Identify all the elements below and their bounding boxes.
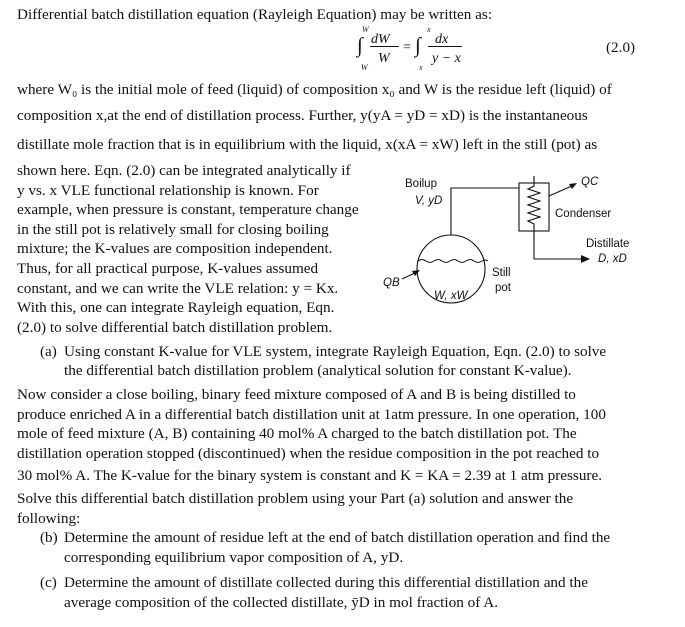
qc-label: QC: [581, 176, 599, 188]
para-2-line: With this, one can integrate Rayleigh equation, Eqn.: [17, 299, 335, 317]
para-2-line: shown here. Eqn. (2.0) can be integrated analytically if: [17, 162, 351, 179]
part-a-label: (a): [40, 343, 57, 360]
distillate-arrow: [581, 255, 590, 263]
rhs-upper-limit: x: [427, 25, 431, 34]
part-a-line-2: the differential batch distillation problem (analytical solution for constant K-value).: [64, 362, 572, 379]
para-1-line-3: distillate mole fraction that is in equilibrium with the liquid, x(xA = xW) left in the still (pot) as: [17, 136, 598, 153]
vapor-line: [451, 188, 522, 235]
part-a-line-1: Using constant K-value for VLE system, integrate Rayleigh Equation, Eqn. (2.0) to solve: [64, 343, 607, 360]
para-2-line: y vs. x VLE functional relationship is known. For: [17, 181, 319, 199]
para-2-line: (2.0) to solve differential batch distillation problem.: [17, 318, 333, 336]
para-3-line: 30 mol% A. The K-value for the binary system is constant and K = KA = 2.39 at 1 atm pressure.: [17, 467, 603, 485]
equation-graphic: [0, 24, 685, 74]
distillate-sub-label: D, xD: [598, 253, 627, 265]
intro-text: Differential batch distillation equation (Rayleigh Equation) may be written as:: [17, 6, 493, 23]
para-2: [17, 161, 374, 337]
qc-arrow: [549, 185, 574, 196]
para-1-line-2: composition x,at the end of distillation process. Further, y(yA = yD = xD) is the instantaneous: [17, 107, 588, 124]
para-3-line: following:: [17, 509, 81, 527]
para-2-line: mixture; the K-values are composition independent.: [17, 240, 333, 258]
lhs-lower-limit: W: [361, 63, 368, 72]
pot-label: pot: [495, 282, 511, 294]
para-3: [17, 385, 639, 528]
rhs-lower-limit: x: [419, 63, 423, 72]
rhs-denominator: y − x: [432, 51, 461, 66]
equals-sign: =: [403, 40, 411, 55]
para-3-line: distillation operation stopped (discontinued) when the residue composition in the pot reached to: [17, 444, 600, 462]
distillate-line: [534, 231, 583, 259]
part-b-line-1: Determine the amount of residue left at the end of batch distillation operation and find the: [64, 529, 611, 546]
para-1-line-1: where W₀ is the initial mole of feed (liquid) of composition x₀ and W is the residue left (liquid) of: [17, 81, 612, 98]
condenser-label: Condenser: [555, 208, 612, 220]
lhs-integral-sign: ∫: [357, 33, 363, 57]
qb-label: QB: [383, 277, 400, 289]
para-2-line: example, when pressure is constant, temperature change: [17, 201, 359, 219]
part-c-line-2: average composition of the collected distillate, ȳD in mol fraction of A.: [64, 594, 498, 611]
para-2-line: in the still pot is relatively small for closing boiling: [17, 220, 329, 238]
boilup-sub-label: V, yD: [415, 195, 443, 207]
still-label: Still: [492, 267, 511, 279]
part-c-label: (c): [40, 574, 57, 591]
lhs-denominator: W: [378, 51, 390, 66]
para-3-line: Solve this differential batch distillation problem using your Part (a) solution and answer the: [17, 489, 574, 507]
para-3-line: produce enriched A in a differential batch distillation unit at 1atm pressure. In one operation, 100: [17, 405, 606, 423]
para-3-line: Now consider a close boiling, binary feed mixture composed of A and B is being distilled to: [17, 386, 576, 403]
lhs-numerator: dW: [371, 32, 390, 47]
rayleigh-equation: [0, 24, 685, 74]
batch-distillation-diagram: [378, 166, 678, 326]
equation-number: (2.0): [606, 39, 636, 56]
w-label: W, xW: [434, 290, 468, 302]
diagram-graphic: [378, 166, 678, 326]
para-2-line: constant, and we can write the VLE relation: y = Kx.: [17, 279, 339, 297]
lhs-upper-limit: W: [362, 25, 369, 34]
distillate-label: Distillate: [586, 238, 630, 250]
part-c-line-1: Determine the amount of distillate collected during this differential distillation and the: [64, 574, 588, 591]
problem-header-fragment: [0, 0, 260, 3]
rhs-integral-sign: ∫: [415, 33, 421, 57]
part-b-line-2: corresponding equilibrium vapor composition of A, yD.: [64, 549, 404, 566]
para-3-line: mole of feed mixture (A, B) containing 40 mol% A charged to the batch distillation pot. The: [17, 425, 577, 443]
para-2-line: Thus, for all practical purpose, K-values assumed: [17, 259, 319, 277]
boilup-label: Boilup: [405, 178, 437, 190]
rhs-numerator: dx: [435, 32, 449, 47]
part-b-label: (b): [40, 529, 58, 546]
